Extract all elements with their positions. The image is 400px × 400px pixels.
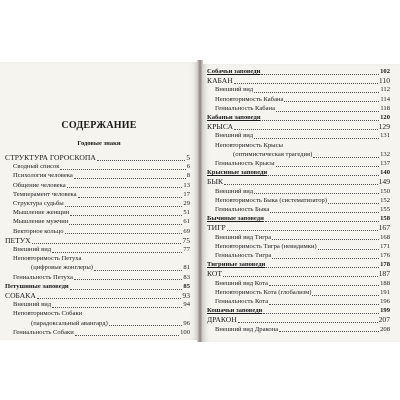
toc-entry-page: 75 [182, 235, 190, 245]
toc-entry-page: 150 [380, 187, 390, 195]
dot-leader [238, 322, 378, 323]
toc-entry-page: 208 [380, 325, 390, 333]
dot-leader [270, 212, 379, 213]
toc-entry-title: Мышление женщин [13, 209, 70, 217]
toc-entry-title: КАБАН [207, 76, 233, 86]
toc-entry [5, 162, 190, 171]
toc-entry [207, 67, 390, 76]
toc-entry-title: Внешний вид [215, 132, 254, 140]
toc-entry [5, 190, 190, 199]
toc-entry [207, 315, 390, 324]
toc-entry-title: ПЕТУХ [5, 235, 31, 245]
toc-entry [207, 76, 390, 85]
toc-entry-page: 51 [183, 209, 190, 217]
toc-entry-page: 152 [380, 196, 390, 204]
dot-leader [276, 166, 380, 167]
toc-entry-page: 81 [183, 264, 190, 272]
toc-entry-title: СТРУКТУРА ГОРОСКОПА [5, 153, 96, 162]
dot-leader [312, 295, 379, 296]
toc-entry-title: Собачьи заповеди [207, 68, 261, 75]
toc-entry [207, 150, 390, 159]
toc-entry-page: 168 [380, 233, 390, 241]
toc-entry [207, 159, 390, 168]
dot-leader [224, 184, 378, 185]
toc-entry-title: Внешний вид Тигра [215, 233, 272, 241]
toc-entry-page: 132 [380, 150, 390, 158]
toc-entry-page: 191 [380, 288, 390, 296]
toc-entry [207, 325, 390, 334]
dot-leader [60, 169, 185, 170]
toc-entry-page: 207 [378, 315, 390, 325]
toc-entry [5, 181, 190, 190]
toc-entry [207, 251, 390, 260]
toc-entry-title: (парадоксальный авангард) [31, 319, 108, 327]
toc-entry [5, 171, 190, 180]
dot-leader [254, 138, 379, 139]
toc-entry-page: 129 [378, 122, 390, 132]
toc-entry-page: 96 [183, 319, 190, 327]
toc-entry-title: Неповторимость Тигра (невидимки) [215, 242, 317, 250]
dot-leader [69, 224, 182, 225]
dot-leader [234, 129, 378, 130]
toc-title: СОДЕРЖАНИЕ [61, 120, 137, 131]
toc-entry-title: ТИГР [207, 223, 226, 233]
toc-entry-title: Петушиные заповеди [5, 282, 69, 290]
toc-entry-page: 110 [378, 76, 390, 86]
toc-entry [5, 199, 190, 208]
toc-entry [5, 273, 190, 282]
toc-entry-page: 112 [380, 86, 390, 94]
right-page [202, 64, 400, 342]
toc-entry [207, 205, 390, 214]
toc-entry [207, 297, 390, 306]
toc-entry-title: СОБАКА [5, 291, 36, 301]
toc-entry-page: 131 [380, 132, 390, 140]
toc-entry [207, 187, 390, 196]
toc-entry-page: 13 [183, 181, 190, 189]
dot-leader [272, 239, 379, 240]
toc-entry [207, 288, 390, 297]
dot-leader [328, 203, 379, 204]
toc-entry-page: 100 [180, 328, 190, 336]
toc-entry-page: 171 [380, 242, 390, 250]
dot-leader [279, 331, 379, 332]
toc-entry-title: Тигриные заповеди [207, 261, 266, 269]
toc-entry-page: 69 [183, 227, 190, 235]
left-page [0, 62, 198, 340]
toc-entry-page: 178 [380, 261, 390, 269]
toc-entry [5, 245, 190, 254]
dot-leader [32, 243, 182, 244]
toc-entry-title: Неповторимость Крысы [215, 141, 283, 149]
toc-entry-page: 102 [380, 68, 390, 75]
dot-leader [65, 233, 183, 234]
toc-entry-title: Крысиные заповеди [207, 169, 268, 177]
toc-entry-title: Внешний вид [13, 246, 52, 254]
toc-entry-title: Внешний вид [13, 301, 52, 309]
toc-entry [5, 236, 190, 245]
dot-leader [52, 252, 182, 253]
dot-leader [284, 101, 379, 102]
dot-leader [78, 197, 183, 198]
toc-entry-page: 188 [380, 279, 390, 287]
toc-entry-title: Внешний вид [215, 187, 254, 195]
toc-entry-title: Бычиные заповеди [207, 215, 264, 223]
toc-entry-title: Векторное кольцо [13, 227, 64, 235]
toc-entry [207, 233, 390, 242]
toc-entry-page: 199 [380, 307, 390, 315]
toc-entry-page: 17 [183, 190, 190, 198]
dot-leader [70, 215, 182, 216]
toc-entry-title: Гениальность Крысы [215, 160, 275, 168]
toc-entry-page: 167 [378, 223, 390, 233]
toc-entry-page: 8 [186, 172, 190, 180]
dot-leader [234, 83, 378, 84]
toc-entry [207, 122, 390, 131]
toc-entry-page: 93 [182, 291, 190, 301]
dot-leader [74, 178, 186, 179]
toc-entry-page: 114 [380, 95, 390, 103]
dot-leader [313, 157, 379, 158]
toc-entry [207, 306, 390, 315]
toc-entry [5, 263, 190, 272]
toc-entry-page: 77 [183, 246, 190, 254]
dot-leader [109, 325, 183, 326]
toc-entry [207, 260, 390, 269]
toc-entry-page: 158 [380, 215, 390, 223]
dot-leader [67, 187, 183, 188]
toc-entry-title: БЫК [207, 177, 224, 187]
dot-leader [227, 230, 378, 231]
toc-entry [5, 319, 190, 328]
toc-entry [5, 227, 190, 236]
dot-leader [70, 289, 183, 290]
toc-entry [5, 208, 190, 217]
toc-entry [207, 141, 390, 150]
toc-entry-title: Неповторимость Кота (глобализм) [215, 288, 312, 296]
toc-entry-title: ДРАКОН [207, 315, 237, 325]
dot-leader [74, 279, 182, 280]
dot-leader [97, 160, 185, 161]
toc-entry-title: Гениальность Быка [215, 206, 270, 214]
right-toc-list [202, 64, 400, 334]
toc-entry-title: Мышление мужчин [13, 218, 69, 226]
toc-entry [5, 217, 190, 226]
toc-entry-page: 149 [378, 177, 390, 187]
toc-entry-title: Сводный список [13, 163, 60, 171]
toc-entry-title: Внешний вид Дракона [215, 325, 279, 333]
dot-leader [223, 276, 378, 277]
toc-entry-page: 94 [183, 301, 190, 309]
toc-entry [5, 300, 190, 309]
dot-leader [262, 120, 379, 121]
dot-leader [266, 267, 379, 268]
toc-entry-page: 5 [186, 153, 190, 162]
toc-entry [5, 291, 190, 300]
dot-leader [75, 335, 179, 336]
dot-leader [276, 111, 379, 112]
toc-entry-page: 83 [183, 273, 190, 281]
toc-entry-page: 196 [380, 298, 390, 306]
toc-entry-page: 29 [183, 200, 190, 208]
toc-entry-page: 155 [380, 206, 390, 214]
toc-entry-title: Структура судьбы [13, 200, 64, 208]
toc-entry-page: 187 [378, 269, 390, 279]
toc-entry-page: 137 [380, 160, 390, 168]
toc-entry-title: Неповторимость Петуха [13, 255, 82, 263]
dot-leader [263, 313, 379, 314]
toc-entry-title: Кабаньи заповеди [207, 114, 261, 122]
toc-entry [207, 131, 390, 140]
toc-entry-title: Неповторимость Быка (систематизатор) [215, 196, 327, 204]
dot-leader [265, 221, 379, 222]
toc-entry-title: Гениальность Тигра [215, 252, 272, 260]
toc-entry-page: 118 [380, 104, 390, 112]
dot-leader [65, 206, 183, 207]
toc-entry [5, 309, 190, 318]
toc-entry-title: Гениальность Кабана [215, 104, 276, 112]
toc-entry [207, 269, 390, 278]
toc-entry [207, 214, 390, 223]
toc-entry-title: Кошачьи заповеди [207, 307, 263, 315]
toc-entry [5, 153, 190, 162]
toc-entry [207, 113, 390, 122]
toc-entry [207, 177, 390, 186]
dot-leader [94, 270, 182, 271]
toc-entry-page: 85 [183, 282, 190, 290]
toc-entry-title: КОТ [207, 269, 222, 279]
dot-leader [272, 258, 379, 259]
toc-entry-title: Внешний вид Кота [215, 279, 268, 287]
toc-entry [207, 168, 390, 177]
dot-leader [261, 74, 379, 75]
toc-entry [5, 254, 190, 263]
dot-leader [37, 298, 182, 299]
toc-entry-page: 61 [183, 218, 190, 226]
toc-subtitle: Годовые знаки [77, 140, 121, 147]
toc-entry-title: Неповторимость Кабана [215, 95, 284, 103]
toc-entry-title: (оптимистическая трагедия) [233, 150, 313, 158]
toc-entry-page: 176 [380, 252, 390, 260]
toc-entry-title: Общение человека [13, 181, 66, 189]
toc-entry-page: 120 [380, 114, 390, 122]
toc-entry [5, 282, 190, 291]
toc-entry-title: КРЫСА [207, 122, 234, 132]
toc-entry [207, 279, 390, 288]
dot-leader [254, 92, 379, 93]
toc-entry-title: Темперамент человека [13, 190, 77, 198]
dot-leader [268, 175, 379, 176]
toc-entry-page: 6 [186, 163, 190, 171]
toc-entry [207, 95, 390, 104]
left-toc-list [0, 153, 198, 337]
toc-entry-page: 140 [380, 169, 390, 177]
dot-leader [52, 307, 182, 308]
toc-entry-title: Гениальность Кота [215, 298, 269, 306]
toc-entry-title: Гениальность Петуха [13, 273, 73, 281]
dot-leader [318, 249, 379, 250]
toc-entry-title: Психология человека [13, 172, 73, 180]
dot-leader [269, 285, 379, 286]
toc-entry [207, 196, 390, 205]
toc-entry [5, 328, 190, 337]
toc-entry-title: Неповторимость Собаки [13, 310, 83, 318]
dot-leader [269, 304, 379, 305]
toc-entry [207, 104, 390, 113]
toc-entry [207, 223, 390, 232]
toc-entry-title: (цифровые жонглеры) [31, 264, 93, 272]
dot-leader [254, 193, 379, 194]
toc-entry [207, 242, 390, 251]
toc-entry-title: Гениальность Собаки [13, 328, 74, 336]
toc-entry [207, 85, 390, 94]
toc-entry-title: Внешний вид [215, 86, 254, 94]
